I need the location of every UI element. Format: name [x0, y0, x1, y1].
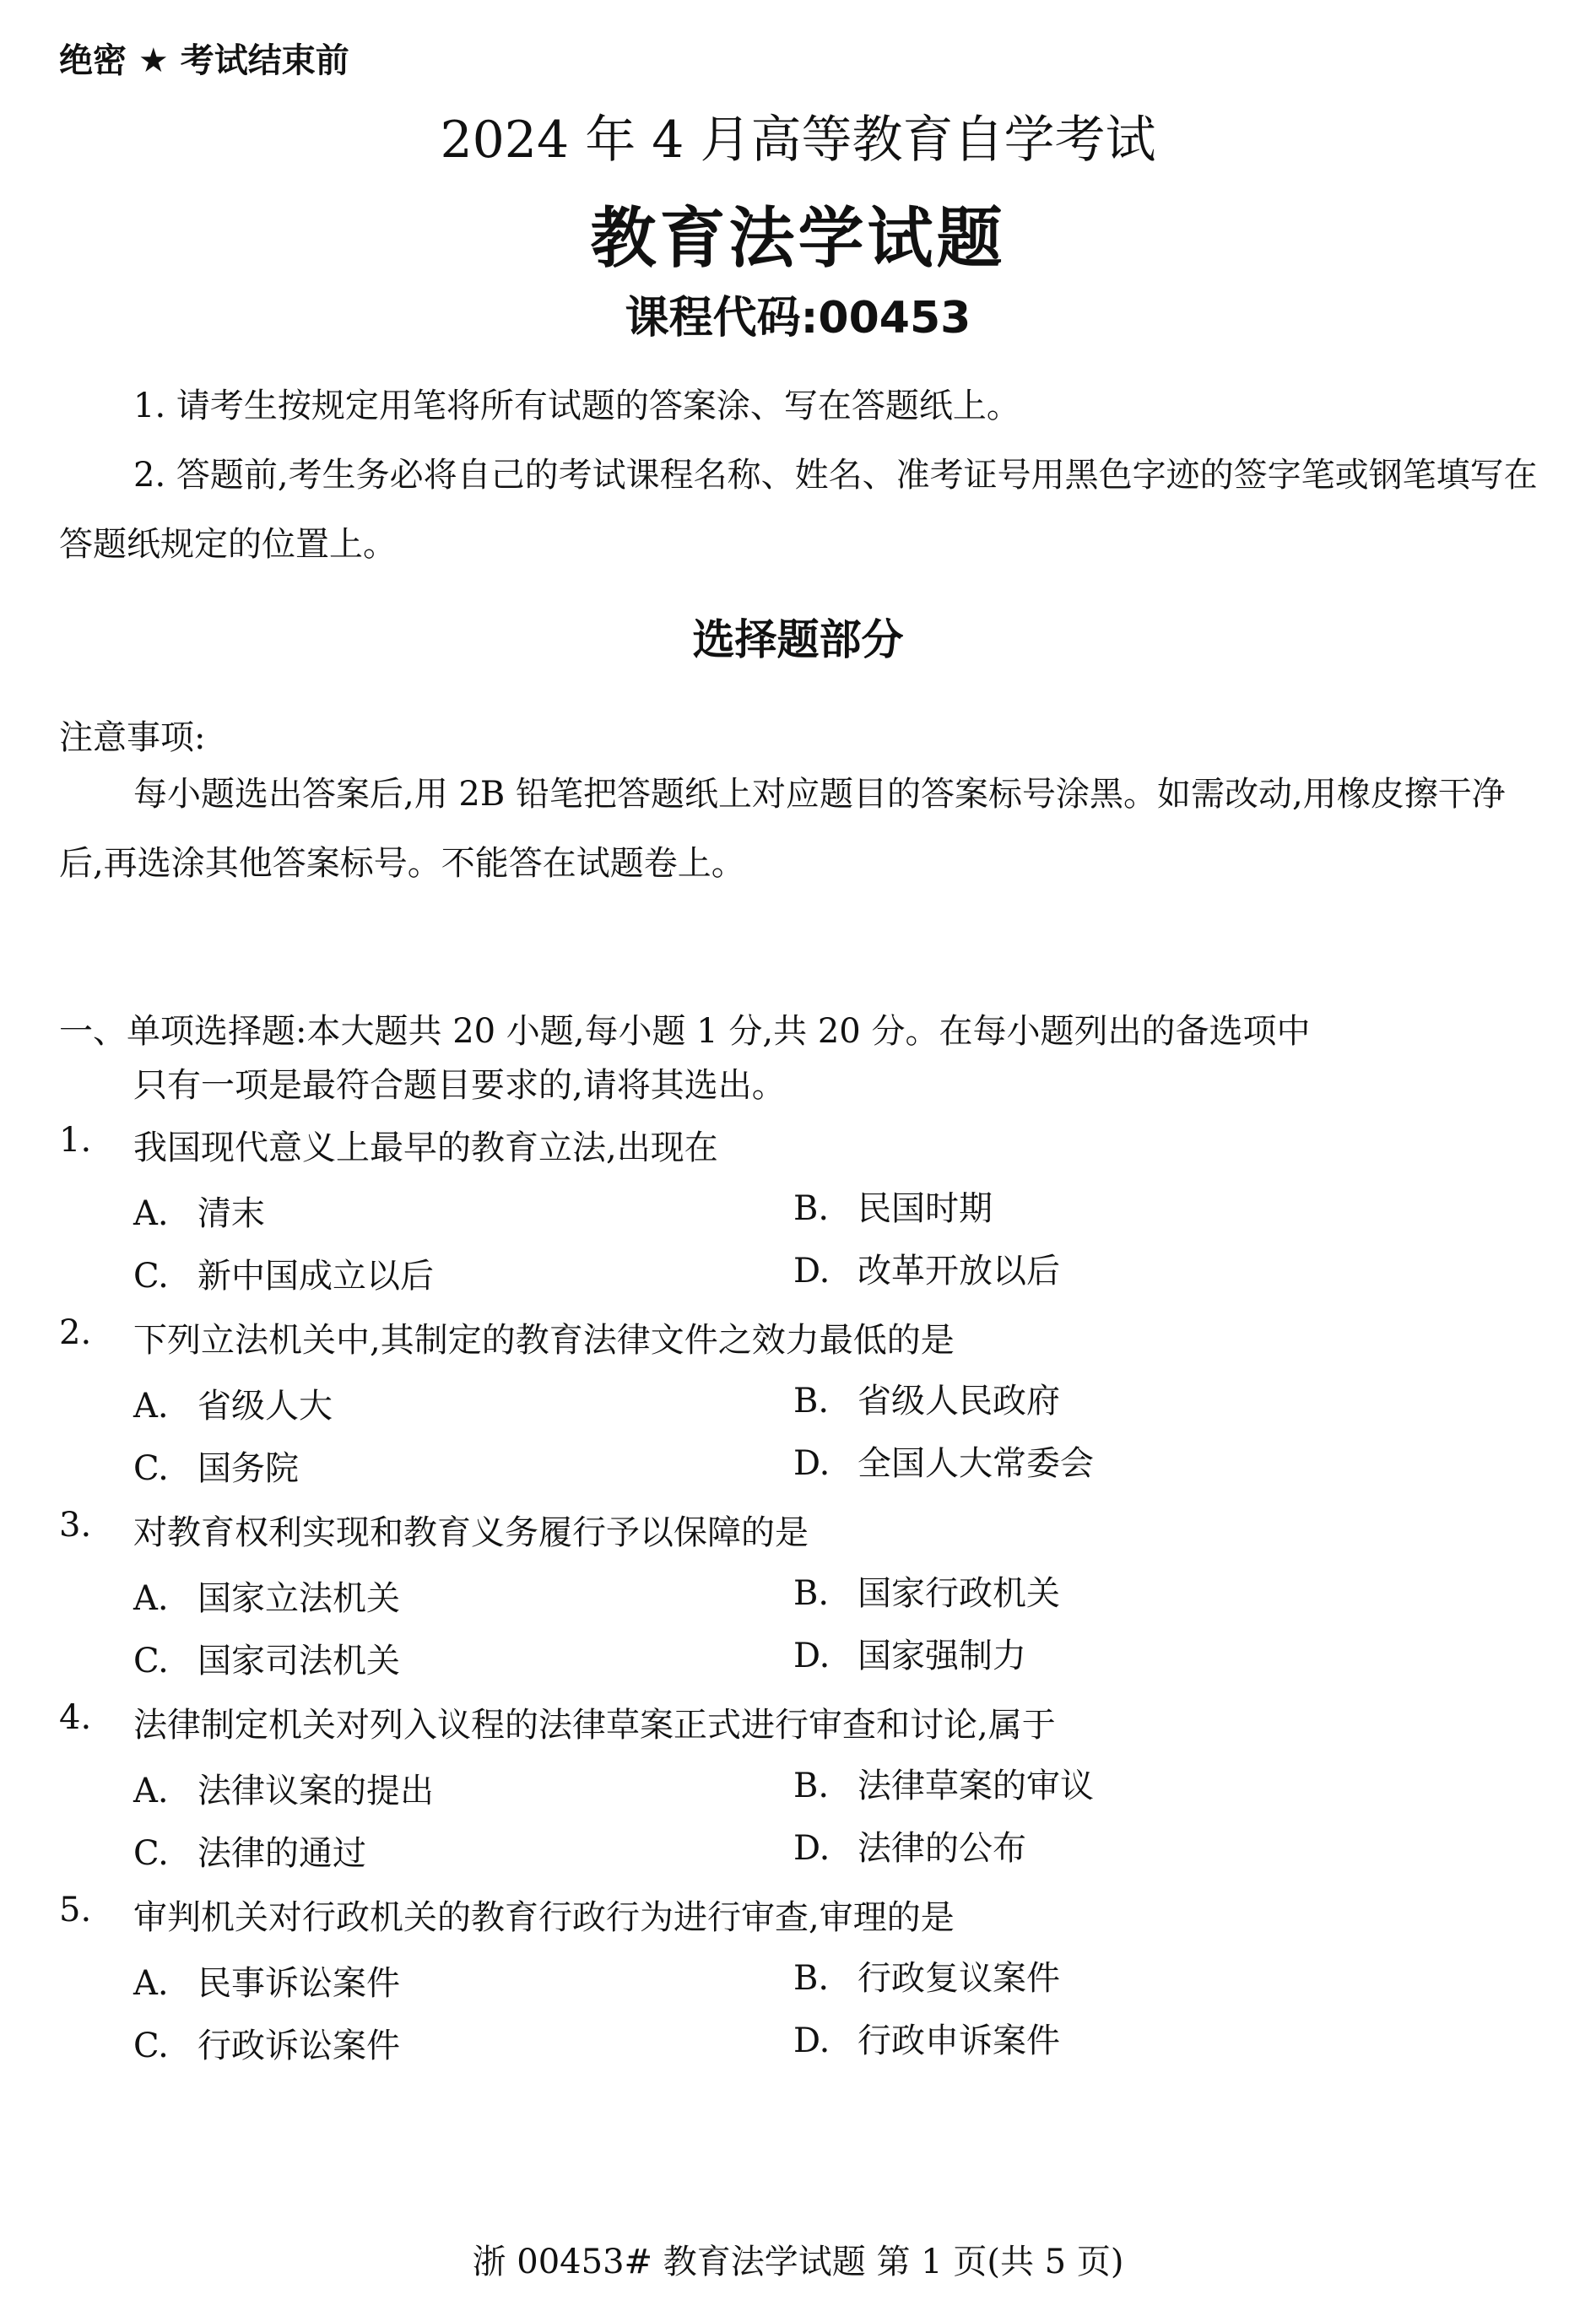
option-letter: A.: [133, 1579, 169, 1618]
option-letter: D.: [793, 1637, 830, 1675]
option-text: 法律议案的提出: [197, 1772, 434, 1810]
part-one-heading-line2: 只有一项是最符合题目要求的,请将其选出。: [133, 1066, 786, 1105]
option-letter: D.: [793, 1252, 830, 1291]
subject-title: 教育法学试题: [590, 201, 1006, 277]
question-stem: 下列立法机关中,其制定的教育法律文件之效力最低的是: [133, 1321, 955, 1360]
question-number: 3.: [59, 1506, 92, 1545]
question-number: 1.: [59, 1121, 92, 1160]
option-b: [793, 1567, 1060, 1615]
option-b: [793, 1759, 1094, 1807]
exam-title: 2024 年 4 月高等教育自学考试: [440, 111, 1156, 170]
instructions: [59, 371, 1545, 579]
option-b: [793, 1182, 993, 1230]
question-item: [59, 1698, 1545, 1891]
option-text: 法律草案的审议: [858, 1767, 1094, 1805]
option-a: [133, 1187, 265, 1235]
option-text: 国家司法机关: [197, 1642, 400, 1680]
option-text: 国家立法机关: [197, 1579, 400, 1618]
question-item: [59, 1891, 1545, 2083]
option-letter: B.: [793, 1767, 830, 1805]
option-text: 省级人大: [197, 1387, 333, 1426]
option-b: [793, 1374, 1060, 1422]
option-text: 民国时期: [858, 1189, 993, 1228]
option-letter: A.: [133, 1964, 169, 2003]
course-code: 课程代码:00453: [625, 293, 971, 344]
option-text: 民事诉讼案件: [197, 1964, 400, 2003]
option-text: 新中国成立以后: [197, 1257, 434, 1296]
question-stem: 对教育权利实现和教育义务履行予以保障的是: [133, 1513, 809, 1552]
option-a: [133, 1379, 333, 1427]
option-letter: D.: [793, 1444, 830, 1483]
secret-mark: 绝密 ★ 考试结束前: [59, 41, 349, 80]
question-number: 5.: [59, 1891, 92, 1929]
question-item: [59, 1506, 1545, 1698]
option-letter: C.: [133, 2027, 169, 2065]
option-letter: A.: [133, 1194, 169, 1233]
option-d: [793, 1821, 1026, 1870]
option-text: 行政申诉案件: [858, 2021, 1060, 2060]
option-text: 省级人民政府: [858, 1382, 1060, 1421]
part-one-heading: [59, 1004, 1545, 1112]
option-text: 行政复议案件: [858, 1959, 1060, 1998]
question-item: [59, 1121, 1545, 1313]
option-c: [133, 1249, 434, 1297]
option-text: 清末: [197, 1194, 265, 1233]
option-d: [793, 2014, 1060, 2062]
option-c: [133, 1442, 299, 1490]
question-stem: 审判机关对行政机关的教育行政行为进行审查,审理的是: [133, 1898, 955, 1937]
option-letter: B.: [793, 1574, 830, 1613]
page-footer: 浙 00453# 教育法学试题 第 1 页(共 5 页): [472, 2243, 1124, 2281]
option-letter: B.: [793, 1959, 830, 1998]
option-text: 改革开放以后: [858, 1252, 1060, 1291]
option-letter: C.: [133, 1449, 169, 1488]
option-a: [133, 1764, 434, 1812]
question-number: 4.: [59, 1698, 92, 1737]
notes-text: 每小题选出答案后,用 2B 铅笔把答题纸上对应题目的答案标号涂黑。如需改动,用橡皮擦干净后,再选涂其他答案标号。不能答在试题卷上。: [59, 775, 1506, 883]
option-text: 全国人大常委会: [858, 1444, 1094, 1483]
option-a: [133, 1956, 400, 2005]
question-stem: 法律制定机关对列入议程的法律草案正式进行审查和讨论,属于: [133, 1706, 1056, 1745]
option-text: 国务院: [197, 1449, 299, 1488]
notes-text-block: [59, 760, 1545, 898]
option-letter: C.: [133, 1834, 169, 1873]
option-letter: C.: [133, 1642, 169, 1680]
option-c: [133, 2019, 400, 2067]
instruction-item: 2. 答题前,考生务必将自己的考试课程名称、姓名、准考证号用黑色字迹的签字笔或钢笔填写在答题纸规定的位置上。: [59, 456, 1538, 564]
option-letter: C.: [133, 1257, 169, 1296]
notes-label: 注意事项:: [59, 718, 206, 757]
option-d: [793, 1437, 1094, 1485]
option-letter: D.: [793, 1829, 830, 1868]
option-a: [133, 1572, 400, 1620]
instruction-item: 1. 请考生按规定用笔将所有试题的答案涂、写在答题纸上。: [133, 387, 1020, 425]
option-letter: A.: [133, 1772, 169, 1810]
option-letter: A.: [133, 1387, 169, 1426]
option-d: [793, 1244, 1060, 1292]
question-number: 2.: [59, 1313, 92, 1352]
option-letter: D.: [793, 2021, 830, 2060]
option-text: 国家行政机关: [858, 1574, 1060, 1613]
option-text: 法律的通过: [197, 1834, 366, 1873]
option-b: [793, 1951, 1060, 2000]
option-letter: B.: [793, 1382, 830, 1421]
part-one-heading-line1: 一、单项选择题:本大题共 20 小题,每小题 1 分,共 20 分。在每小题列出的备选项中: [59, 1012, 1311, 1051]
option-letter: B.: [793, 1189, 830, 1228]
question-stem: 我国现代意义上最早的教育立法,出现在: [133, 1128, 718, 1167]
option-d: [793, 1629, 1026, 1677]
option-text: 法律的公布: [858, 1829, 1026, 1868]
option-text: 国家强制力: [858, 1637, 1026, 1675]
option-text: 行政诉讼案件: [197, 2027, 400, 2065]
option-c: [133, 1634, 400, 1682]
option-c: [133, 1826, 366, 1875]
question-item: [59, 1313, 1545, 1506]
section-title: 选择题部分: [692, 615, 904, 664]
